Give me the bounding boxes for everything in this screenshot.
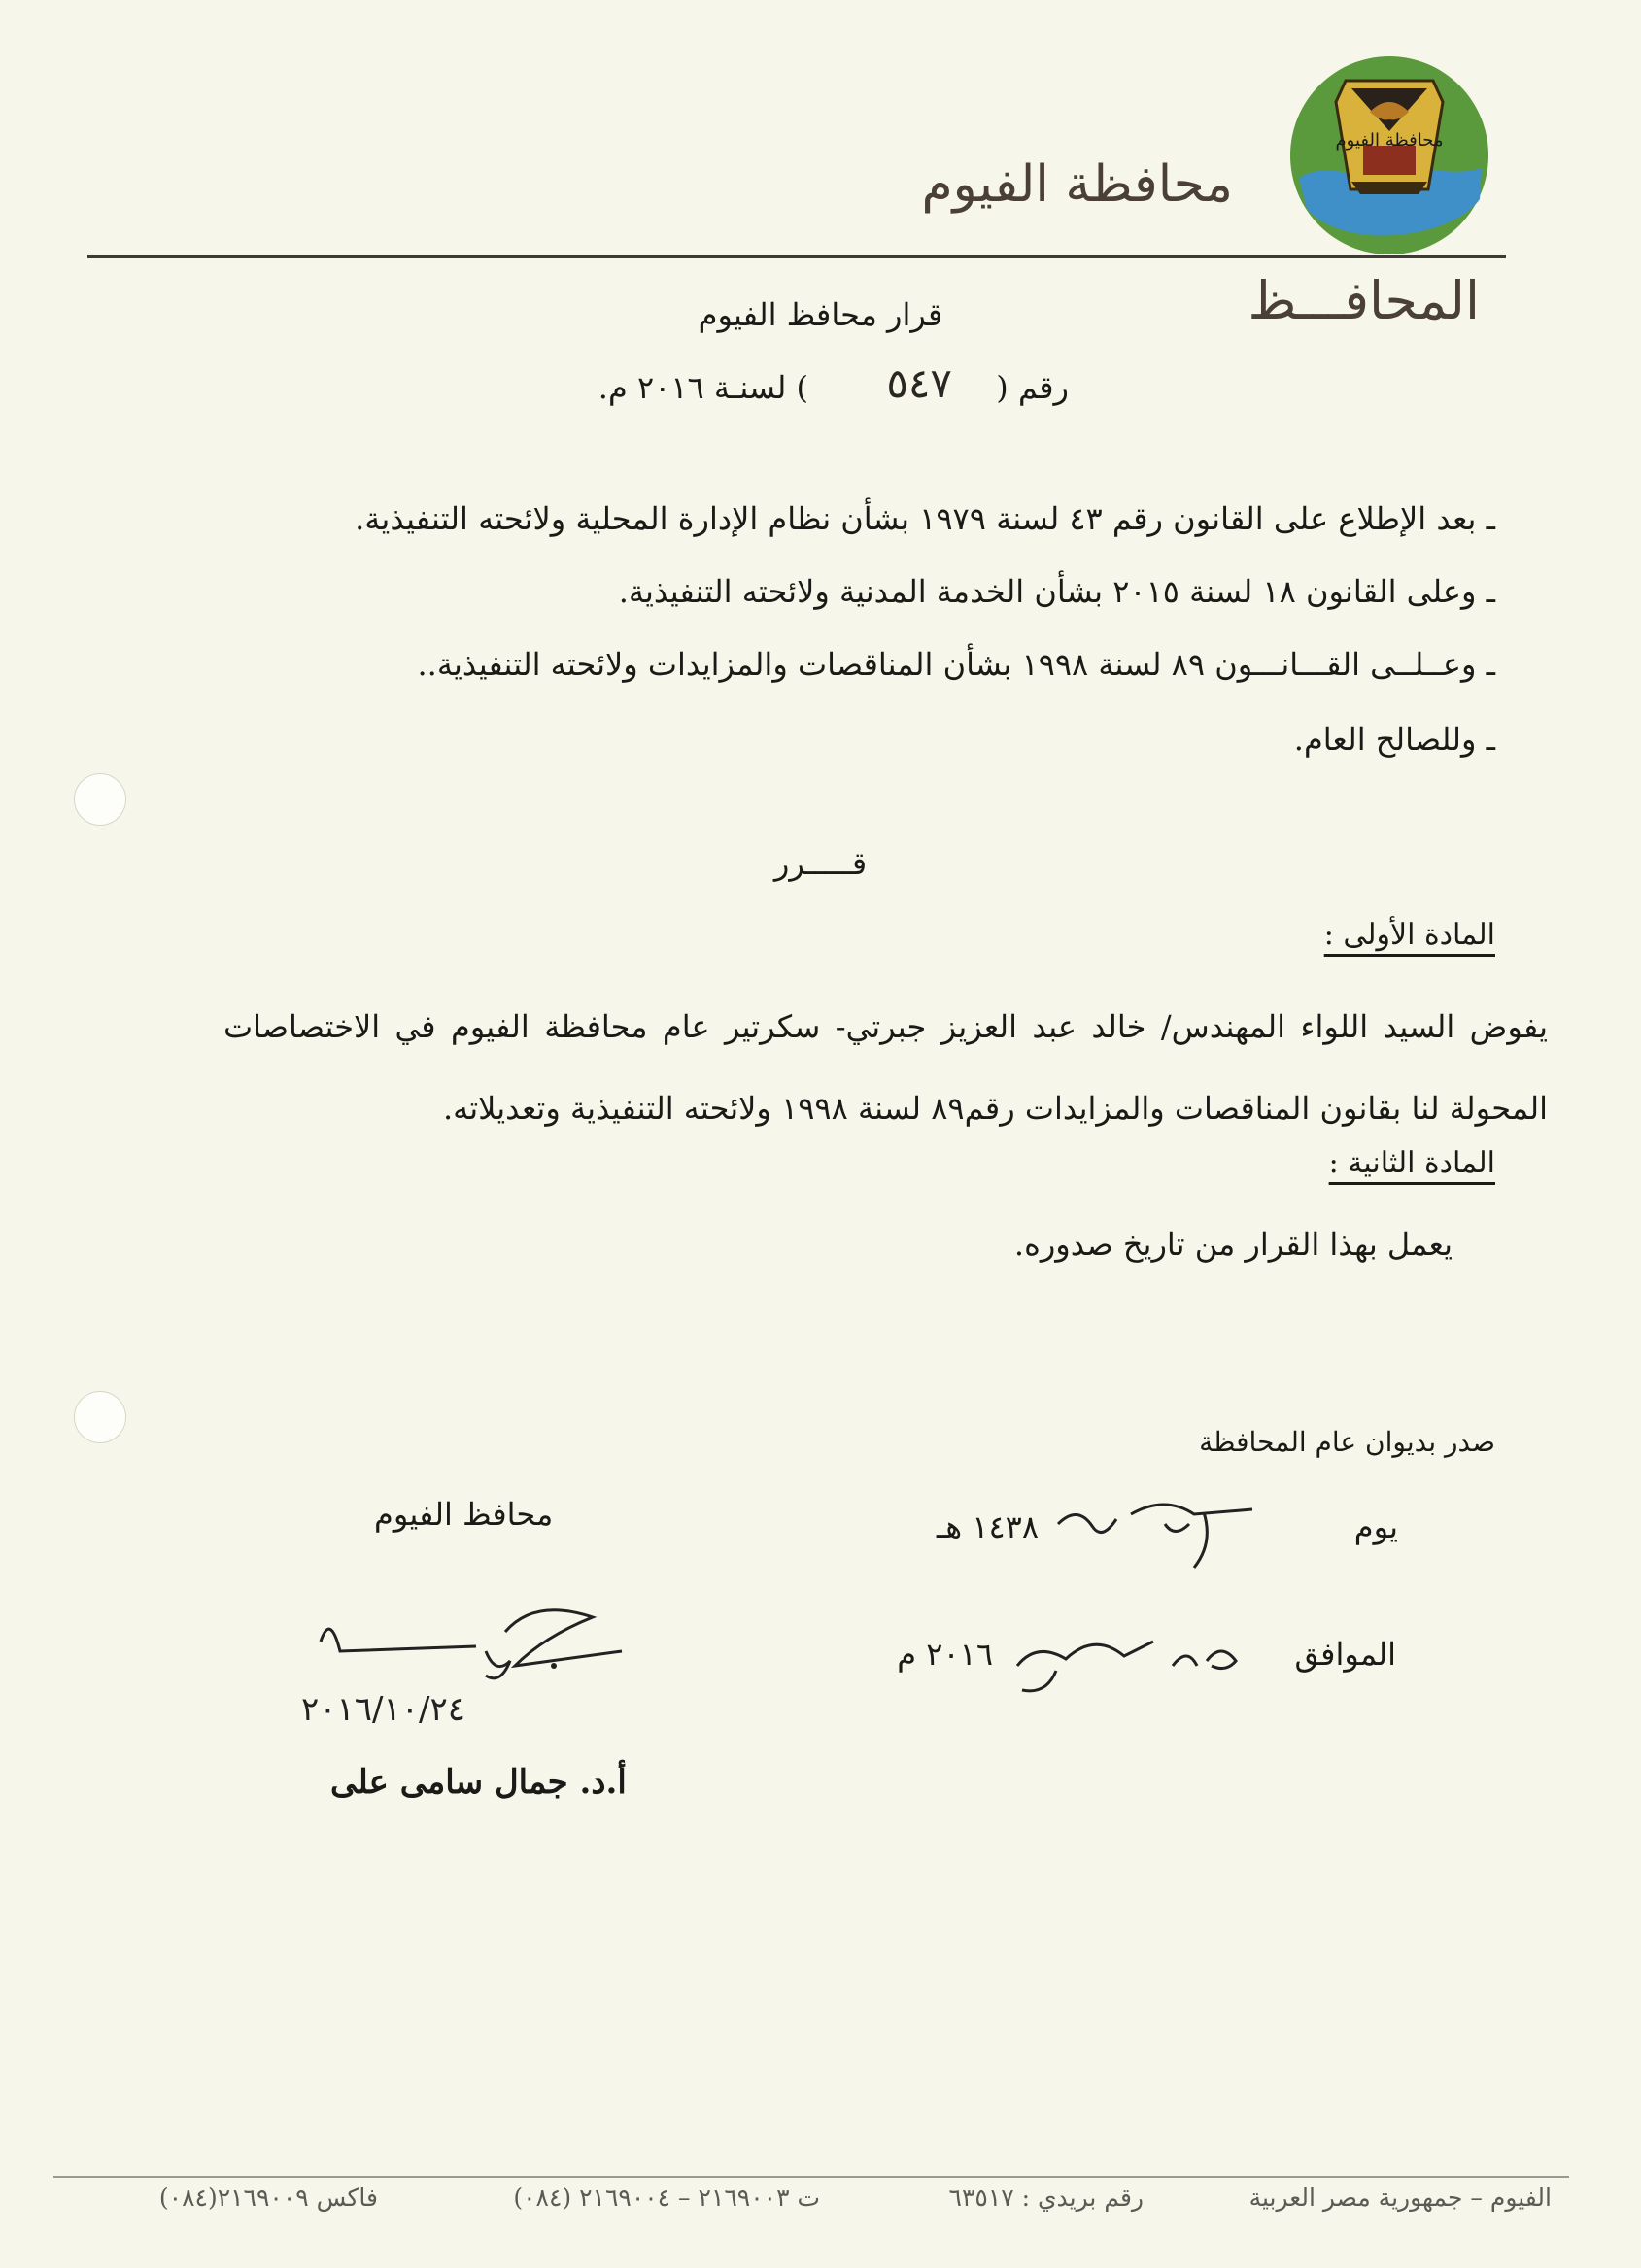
handwritten-gregorian-date [994, 1612, 1250, 1700]
footer-postal-code: رقم بريدي : ٦٣٥١٧ [948, 2183, 1144, 2212]
decision-number-line [564, 359, 1069, 427]
decree-heading: قـــــرر [773, 845, 868, 882]
governorate-name: محافظة الفيوم [921, 155, 1233, 214]
handwritten-hijri-date [1044, 1485, 1282, 1573]
hijri-label: يوم [1353, 1508, 1398, 1545]
preamble-clause: ـ بعد الإطلاع على القانون رقم ٤٣ لسنة ١٩٧٩ بشأن نظام الإدارة المحلية ولائحته التنفيذية. [355, 500, 1495, 537]
footer-address: الفيوم – جمهورية مصر العربية [1248, 2183, 1552, 2212]
article-1-text: يفوض السيد اللواء المهندس/ خالد عبد العزيز جبرتي- سكرتير عام محافظة الفيوم في الاختصاصات المحولة لنا بقانون المناقصات والمزايدات رقم٨٩ لسنة ١٩٩٨ ولائحته التنفيذية وتعديلاته. [223, 1008, 1548, 1127]
hijri-year: ١٤٣٨ هـ [936, 1508, 1039, 1545]
preamble-clause: ـ وعلى القانون ١٨ لسنة ٢٠١٥ بشأن الخدمة المدنية ولائحته التنفيذية. [618, 573, 1495, 610]
signatory-title: محافظ الفيوم [374, 1496, 554, 1533]
decision-year: ) لسنـة ٢٠١٦ م. [598, 369, 808, 406]
issued-place: صدر بديوان عام المحافظة [1199, 1426, 1495, 1458]
decision-title: قرار محافظ الفيوم [698, 296, 943, 333]
gregorian-year: ٢٠١٦ م [897, 1636, 993, 1673]
number-value: ٥٤٧ [886, 359, 952, 407]
article-2-title: المادة الثانية : [1328, 1146, 1495, 1180]
footer-phone: ت ٢١٦٩٠٠٣ – ٢١٦٩٠٠٤ (٠٨٤) [513, 2183, 820, 2212]
signatory-name: أ.د. جمال سامى على [330, 1763, 627, 1802]
punch-hole [74, 773, 126, 826]
article-1-title: المادة الأولى : [1323, 918, 1495, 952]
gregorian-date [716, 1612, 1396, 1700]
footer-fax: فاكس ٢١٦٩٠٠٩(٠٨٤) [158, 2183, 378, 2212]
preamble-clause: ـ وعــلــى القـــانـــون ٨٩ لسنة ١٩٩٨ بشأن المناقصات والمزايدات ولائحته التنفيذية.. [417, 646, 1495, 683]
gregorian-handwritten-text: ٢٤ أكتوبر [994, 1612, 998, 1613]
preamble-clause: ـ وللصالح العام. [1293, 721, 1495, 758]
footer-divider [53, 2176, 1569, 2178]
signature-date: ٢٠١٦/١٠/٢٤ [301, 1690, 466, 1729]
hijri-handwritten-text: ٢٢ محرم [1044, 1485, 1048, 1486]
emblem-label: محافظة الفيوم [1335, 130, 1444, 151]
header-divider [87, 255, 1506, 258]
article-2-text: يعمل بهذا القرار من تاريخ صدوره. [1013, 1226, 1453, 1263]
office-title: المحافـــظ [1248, 270, 1480, 331]
punch-hole [74, 1391, 126, 1443]
gregorian-label: الموافق [1294, 1636, 1396, 1673]
hijri-date [718, 1485, 1398, 1578]
governorate-emblem-icon [1287, 53, 1491, 257]
number-label: رقم ( [996, 369, 1069, 406]
